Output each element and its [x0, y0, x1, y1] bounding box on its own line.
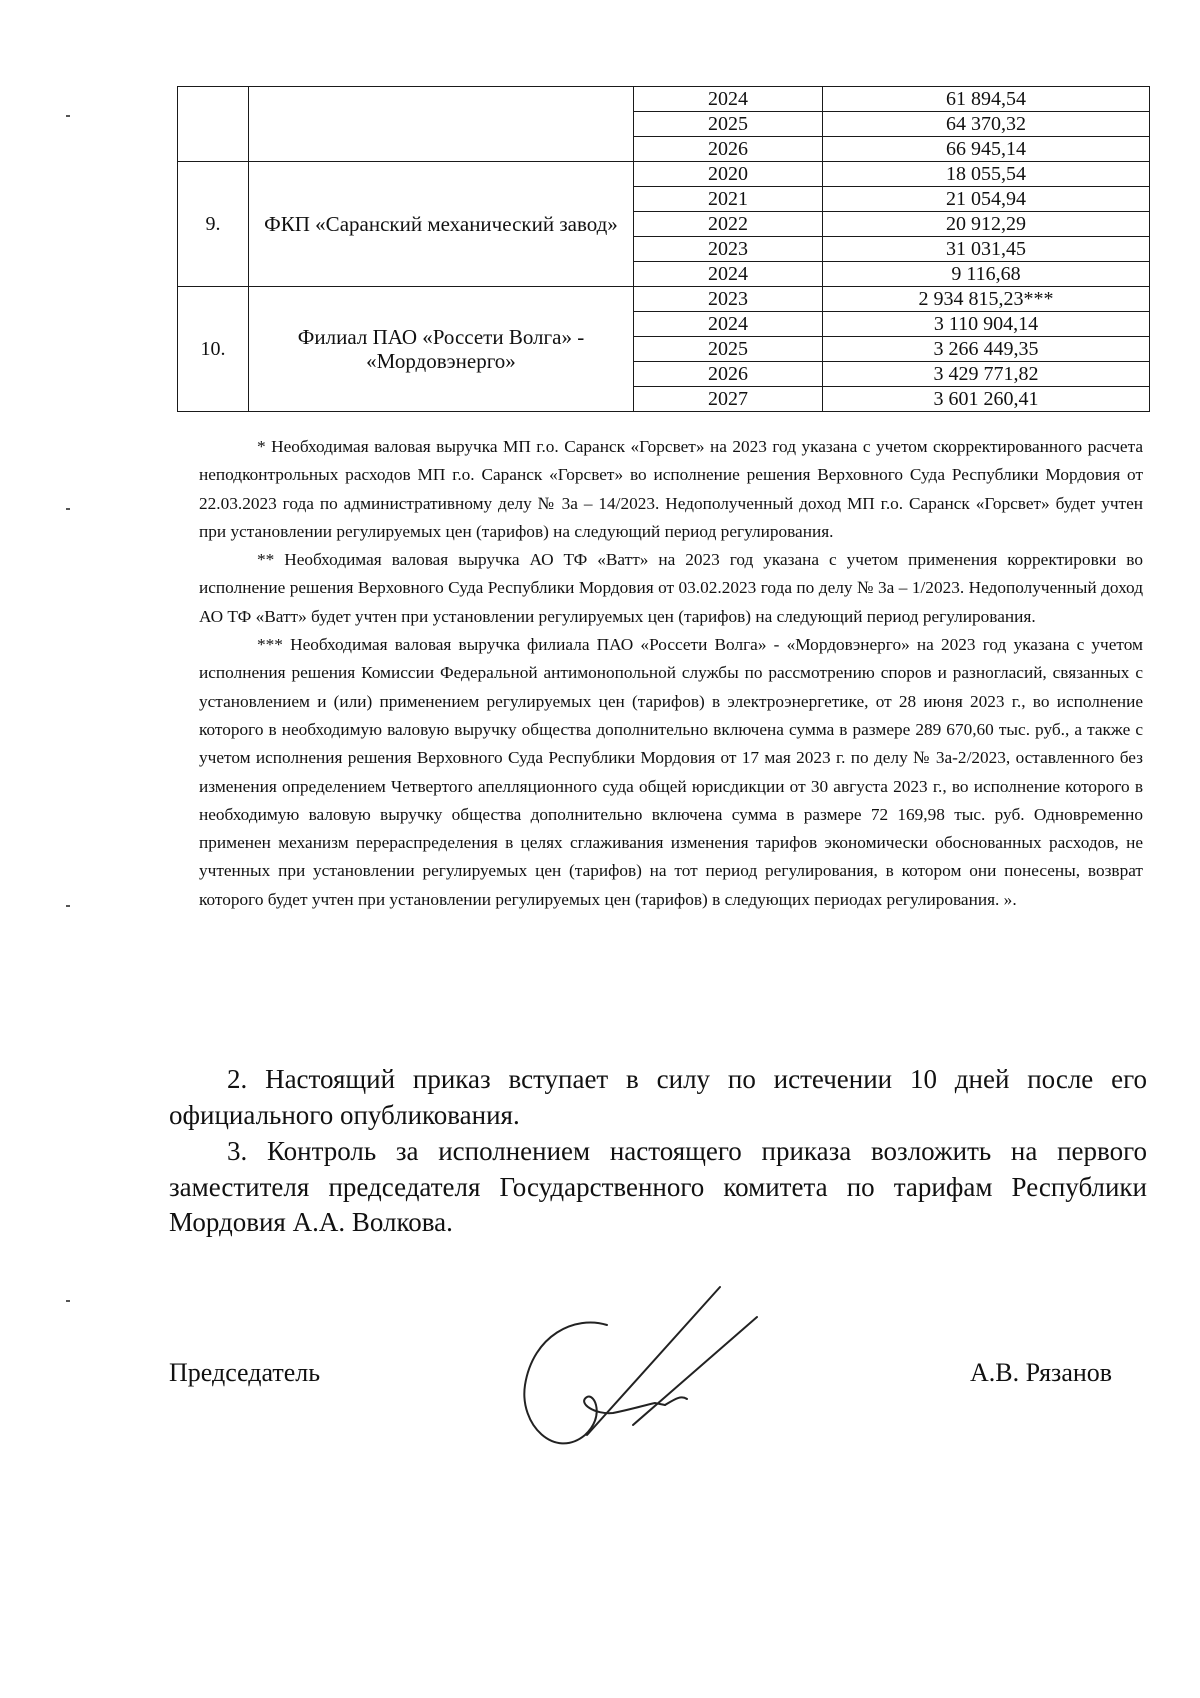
year-cell: 2025	[634, 112, 823, 137]
year-cell: 2026	[634, 137, 823, 162]
footnote-3: *** Необходимая валовая выручка филиала ПАО «Россети Волга» - «Мордовэнерго» на 2023 год указана с учетом исполнения решения Комиссии Федеральной антимонопольной службы по рассмотрению споров и разногласий, связанных с установлением и (или) применением регулируемых цен (тарифов) в электроэнергетике, от 28 июня 2023 г., во исполнение которого в необходимую валовую выручку общества дополнительно включена сумма в размере 289 670,60 тыс. руб., а также с учетом исполнения решения Верховного Суда Республики Мордовия от 17 мая 2023 г. по делу № 3а-2/2023, оставленного без изменения определением Четвертого апелляционного суда общей юрисдикции от 30 августа 2023 г., во исполнение которого в необходимую валовую выручку общества дополнительно включена сумма в размере 72 169,98 тыс. руб. Одновременно применен механизм перераспределения в целях сглаживания изменения тарифов экономически обоснованных расходов, не учтенных при установлении регулируемых цен (тарифов) на тот период регулирования, в котором они понесены, возврат которого будет учтен при установлении регулируемых цен (тарифов) в следующих периодах регулирования. ».	[199, 635, 1143, 909]
table-row	[178, 287, 1150, 312]
value-cell: 64 370,32	[823, 112, 1150, 137]
organization-name-cell: ФКП «Саранский механический завод»	[249, 162, 634, 287]
year-cell: 2024	[634, 87, 823, 112]
handwritten-signature	[515, 1275, 835, 1475]
scan-mark	[66, 905, 70, 907]
year-cell: 2022	[634, 212, 823, 237]
organization-name-cell: Филиал ПАО «Россети Волга» - «Мордовэнерго»	[249, 287, 634, 412]
organization-name-cell	[249, 87, 634, 162]
year-cell: 2027	[634, 387, 823, 412]
footnote-2: ** Необходимая валовая выручка АО ТФ «Ватт» на 2023 год указана с учетом применения корректировки во исполнение решения Верховного Суда Республики Мордовия от 03.02.2023 года по делу № 3а – 1/2023. Недополученный доход АО ТФ «Ватт» будет учтен при установлении регулируемых цен (тарифов) на следующий период регулирования.	[199, 550, 1143, 626]
value-cell: 31 031,45	[823, 237, 1150, 262]
signer-title: Председатель	[169, 1358, 321, 1387]
value-cell: 18 055,54	[823, 162, 1150, 187]
scan-mark	[66, 115, 70, 117]
order-clauses	[169, 1062, 1147, 1242]
value-cell: 20 912,29	[823, 212, 1150, 237]
row-number-cell: 10.	[178, 287, 249, 412]
value-cell: 9 116,68	[823, 262, 1150, 287]
value-cell: 3 429 771,82	[823, 362, 1150, 387]
value-cell: 21 054,94	[823, 187, 1150, 212]
revenue-table	[177, 86, 1150, 412]
value-cell: 2 934 815,23***	[823, 287, 1150, 312]
scan-mark	[66, 508, 70, 510]
footnote-1: * Необходимая валовая выручка МП г.о. Саранск «Горсвет» на 2023 год указана с учетом скорректированного расчета неподконтрольных расходов МП г.о. Саранск «Горсвет» во исполнение решения Верховного Суда Республики Мордовия от 22.03.2023 года по административному делу № 3а – 14/2023. Недополученный доход МП г.о. Саранск «Горсвет» будет учтен при установлении регулируемых цен (тарифов) на следующий период регулирования.	[199, 437, 1143, 541]
year-cell: 2024	[634, 262, 823, 287]
year-cell: 2026	[634, 362, 823, 387]
footnotes	[199, 433, 1143, 914]
value-cell: 3 266 449,35	[823, 337, 1150, 362]
year-cell: 2023	[634, 237, 823, 262]
value-cell: 66 945,14	[823, 137, 1150, 162]
table-row	[178, 162, 1150, 187]
value-cell: 3 110 904,14	[823, 312, 1150, 337]
signer-name: А.В. Рязанов	[970, 1358, 1113, 1387]
scan-mark	[66, 1300, 70, 1302]
year-cell: 2021	[634, 187, 823, 212]
value-cell: 3 601 260,41	[823, 387, 1150, 412]
year-cell: 2020	[634, 162, 823, 187]
year-cell: 2023	[634, 287, 823, 312]
table-row	[178, 87, 1150, 112]
clause-2: 2. Настоящий приказ вступает в силу по истечении 10 дней после его официального опубликования.	[169, 1064, 1147, 1130]
clause-3: 3. Контроль за исполнением настоящего приказа возложить на первого заместителя председателя Государственного комитета по тарифам Республики Мордовия А.А. Волкова.	[169, 1136, 1147, 1237]
year-cell: 2024	[634, 312, 823, 337]
row-number-cell: 9.	[178, 162, 249, 287]
value-cell: 61 894,54	[823, 87, 1150, 112]
year-cell: 2025	[634, 337, 823, 362]
row-number-cell	[178, 87, 249, 162]
